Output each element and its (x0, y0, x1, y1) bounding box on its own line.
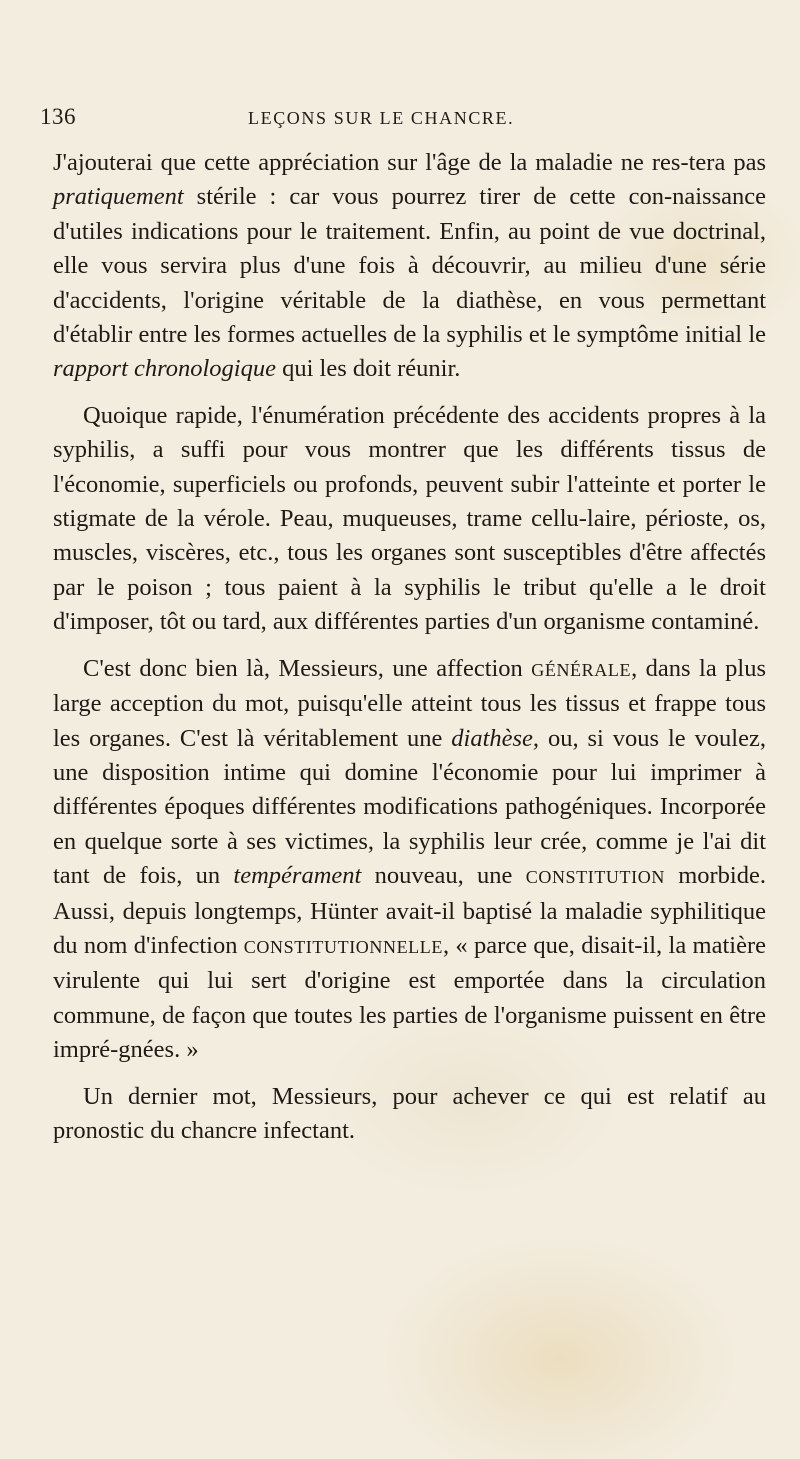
p1-italic-rapport-chronologique: rapport chronologique (53, 355, 276, 383)
p3-smallcaps-constitutionnelle: CONSTITUTIONNELLE (243, 936, 443, 957)
p3-text-c: ou, si vous le voulez, une disposition intime qui domine l'économie pour lui imprimer à différentes époques différentes modifications pathogéniques. Incorporée en quelque sorte à ses victimes, la syphilis leur crée, comme je l'ai dit tant de fois, un (53, 724, 766, 890)
p3-text-a: C'est donc bien là, Messieurs, une affection (83, 654, 532, 682)
p3-italic-diathese: diathèse, (451, 724, 540, 752)
p3-smallcaps-generale: GÉNÉRALE (531, 659, 632, 680)
p3-text-e: morbide. Aussi, depuis longtemps, Hünter avait-il baptisé la maladie syphilitique du nom d'infection (53, 862, 766, 959)
paragraph-1 (53, 146, 766, 387)
p1-text-c: qui les doit réunir. (276, 355, 461, 383)
paragraph-3 (53, 652, 766, 1068)
page-header (0, 104, 800, 134)
p3-italic-temperament: tempérament (233, 862, 362, 890)
p3-text-b: , dans la plus large acception du mot, puisqu'elle atteint tous les tissus et frappe tous les organes. C'est là véritablement une (53, 654, 766, 752)
body-text (53, 146, 766, 1160)
p3-text-f: , « parce que, disait-il, la matière virulente qui lui sert d'origine est emportée dans la circulation commune, de façon que toutes les parties de l'organisme puissent en être impré-gnées. » (53, 931, 766, 1064)
p3-text-d: nouveau, une (361, 862, 526, 890)
running-head: LEÇONS SUR LE CHANCRE. (248, 108, 515, 128)
page-number: 136 (40, 104, 76, 129)
p1-italic-pratiquement: pratiquement (53, 183, 184, 211)
p1-text-b: stérile : car vous pourrez tirer de cette con-naissance d'utiles indications pour le traitement. Enfin, au point de vue doctrinal, elle vous servira plus d'une fois à découvrir, au milieu d'une série d'accidents, l'origine véritable de la diathèse, en vous permettant d'établir entre les formes actuelles de la syphilis et le symptôme initial le (53, 183, 766, 349)
p1-text-a: J'ajouterai que cette appréciation sur l'âge de la maladie ne res-tera pas (53, 149, 766, 176)
paragraph-2: Quoique rapide, l'énumération précédente des accidents propres à la syphilis, a suffi pour vous montrer que les différents tissus de l'économie, superficiels ou profonds, peuvent subir l'atteinte et porter le stigmate de la vérole. Peau, muqueuses, trame cellu-laire, périoste, os, muscles, viscères, etc., tous les organes sont susceptibles d'être affectés par le poison ; tous paient à la syphilis le tribut qu'elle a le droit d'imposer, tôt ou tard, aux différentes parties d'un organisme contaminé. (53, 401, 766, 636)
paragraph-4: Un dernier mot, Messieurs, pour achever ce qui est relatif au pronostic du chancre infectant. (53, 1082, 766, 1144)
p3-smallcaps-constitution: CONSTITUTION (525, 867, 665, 888)
